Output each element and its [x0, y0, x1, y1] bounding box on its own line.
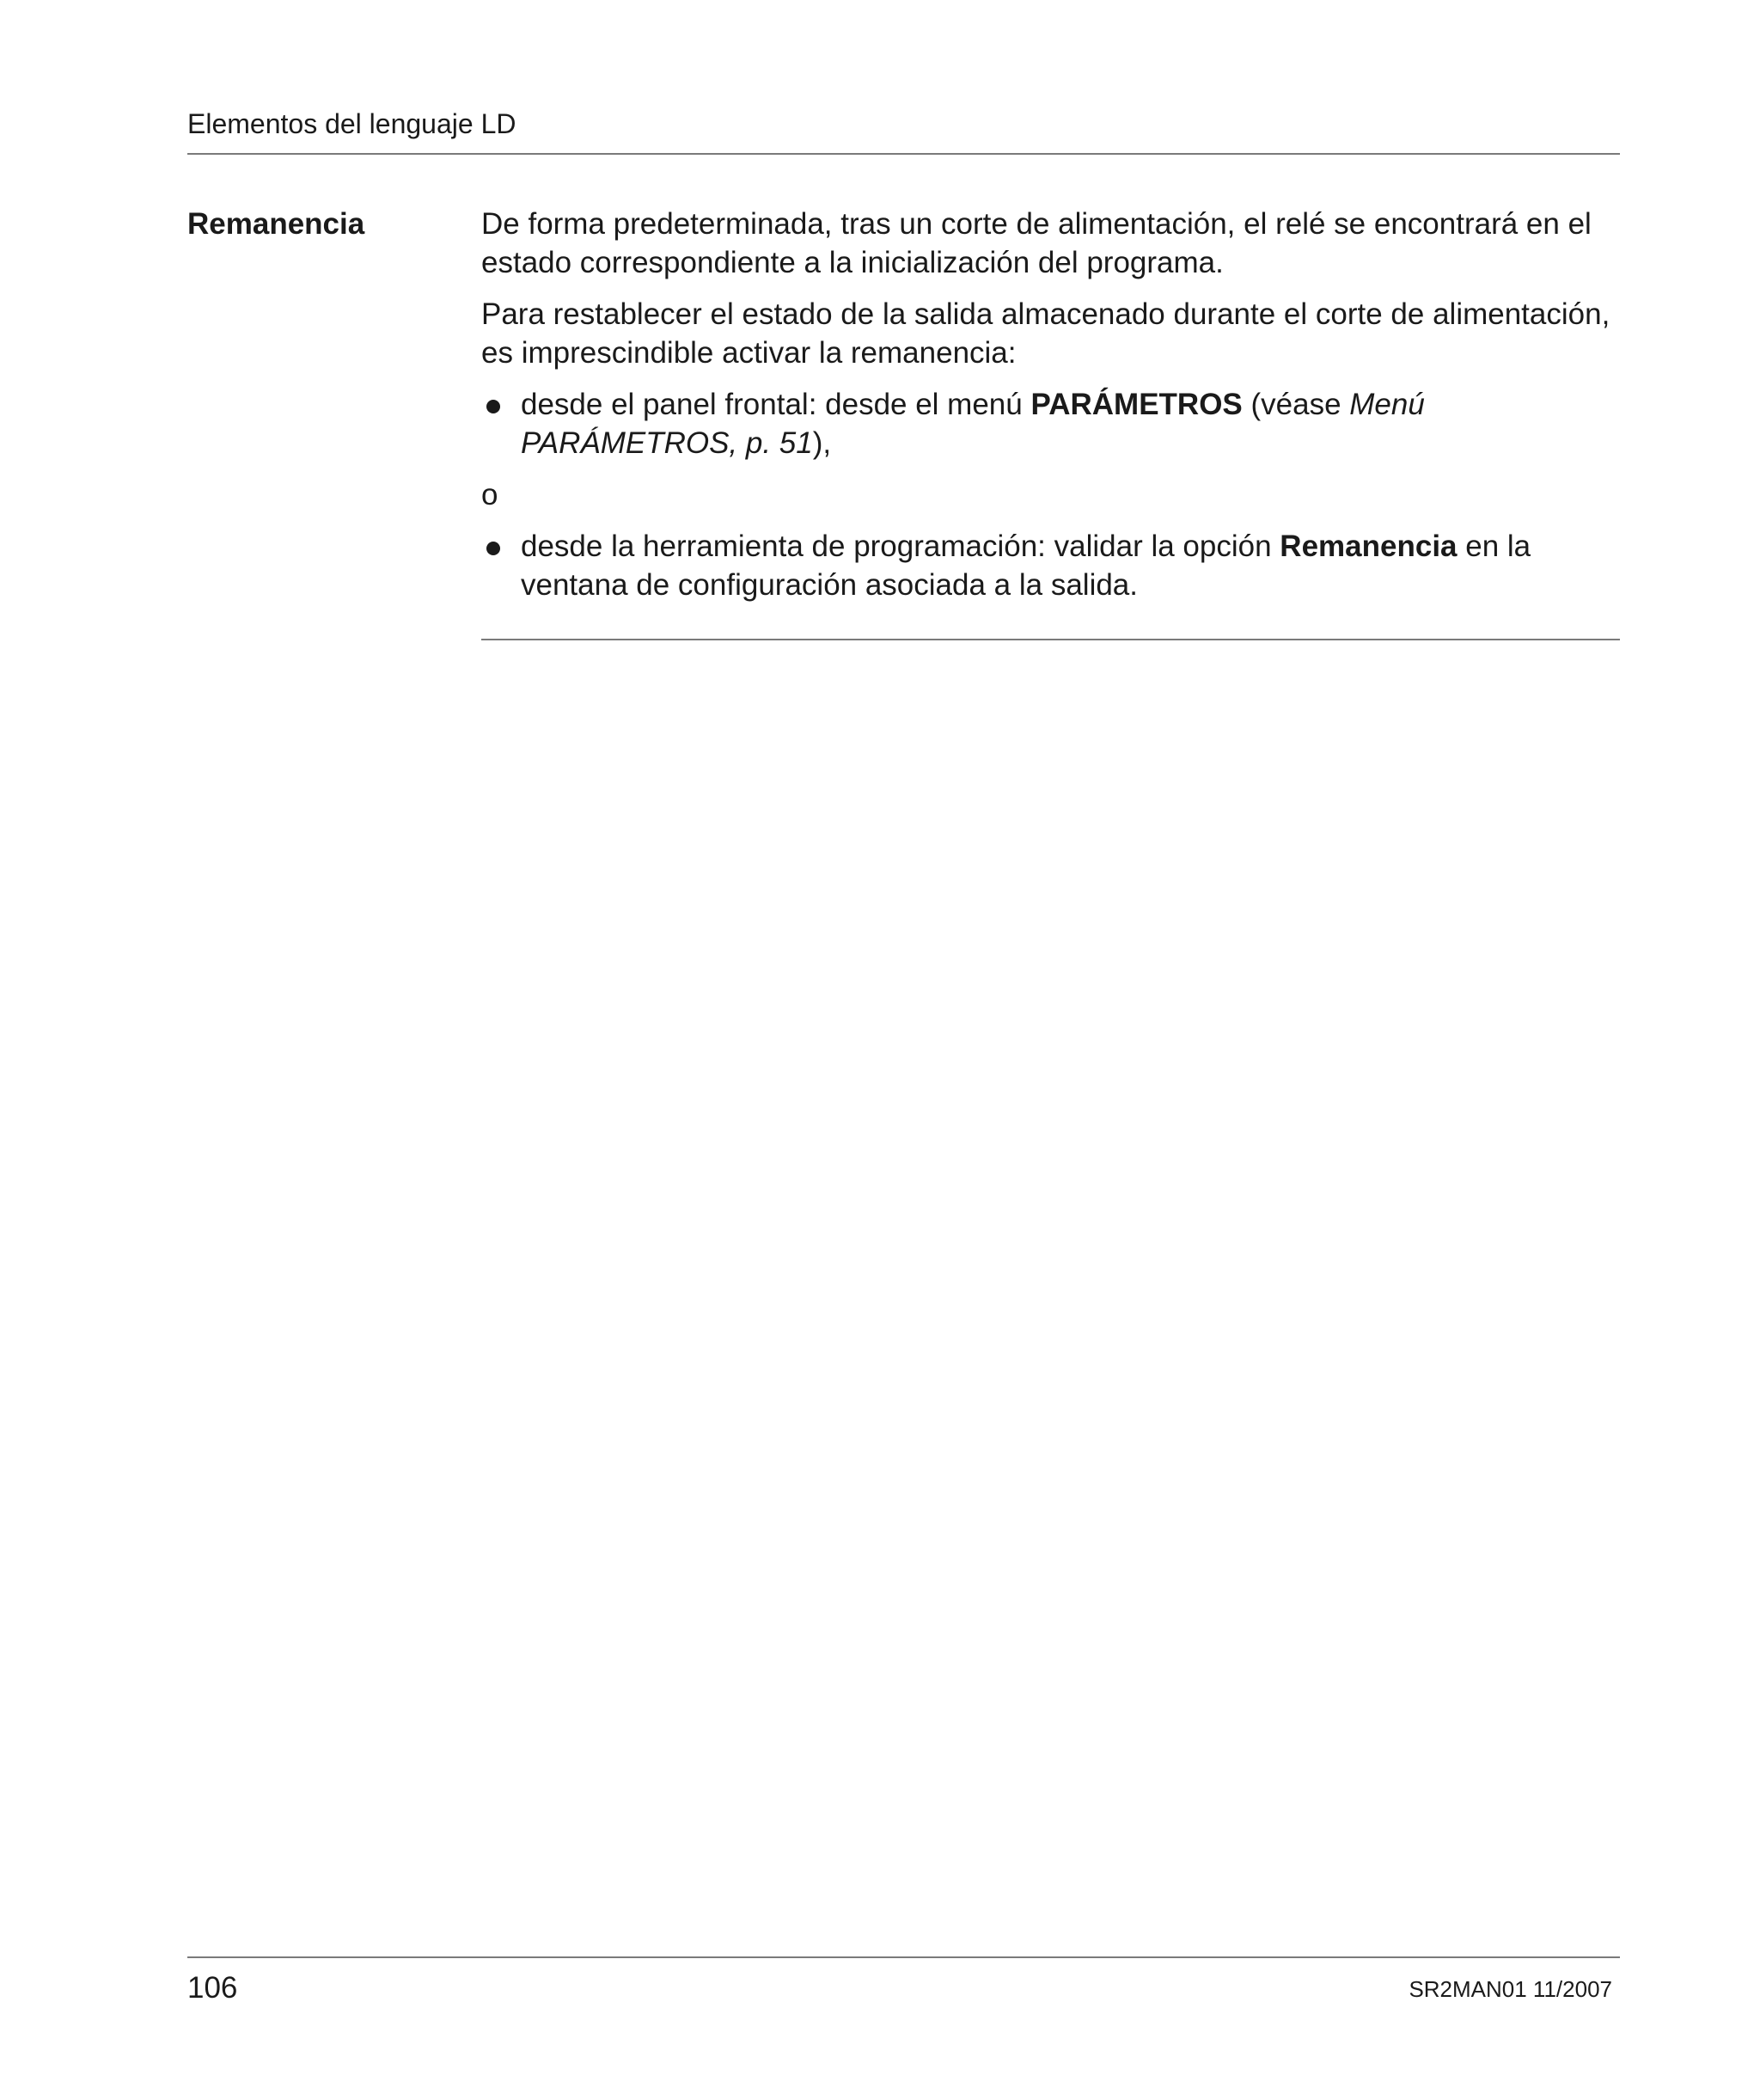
bullet-text-after: en la ventana de configuración asociada a la salida. — [521, 530, 1531, 602]
or-separator: o — [481, 478, 498, 511]
list-item-programming-tool — [481, 527, 1620, 604]
page-number: 106 — [187, 1971, 238, 2005]
section-end-divider — [481, 639, 1620, 640]
paragraph-default-state: De forma predeterminada, tras un corte de alimentación, el relé se encontrará en el estado correspondiente a la inicialización del programa. — [481, 207, 1592, 279]
option-name-remanencia: Remanencia — [1280, 530, 1458, 563]
document-reference: SR2MAN01 11/2007 — [1409, 1976, 1612, 2002]
cross-reference-link[interactable]: Menú PARÁMETROS, p. 51 — [521, 388, 1425, 460]
bullet-text-before: desde el panel frontal: desde el menú — [521, 388, 1031, 421]
menu-name-parametros: PARÁMETROS — [1030, 388, 1243, 421]
bullet-text-after: ), — [812, 426, 832, 460]
bullet-icon — [486, 542, 500, 555]
section-content — [481, 205, 1620, 604]
paragraph-restore-state: Para restablecer el estado de la salida almacenado durante el corte de alimentación, es imprescindible activar la remanencia: — [481, 297, 1610, 370]
running-header: Elementos del lenguaje LD — [187, 108, 516, 139]
bullet-text-before: desde la herramienta de programación: validar la opción — [521, 530, 1280, 563]
bullet-icon — [486, 400, 500, 413]
header-divider — [187, 153, 1620, 155]
list-item-front-panel — [481, 385, 1620, 462]
bullet-text-middle: (véase — [1242, 388, 1350, 421]
footer-divider — [187, 1956, 1620, 1958]
section-label: Remanencia — [187, 207, 365, 241]
